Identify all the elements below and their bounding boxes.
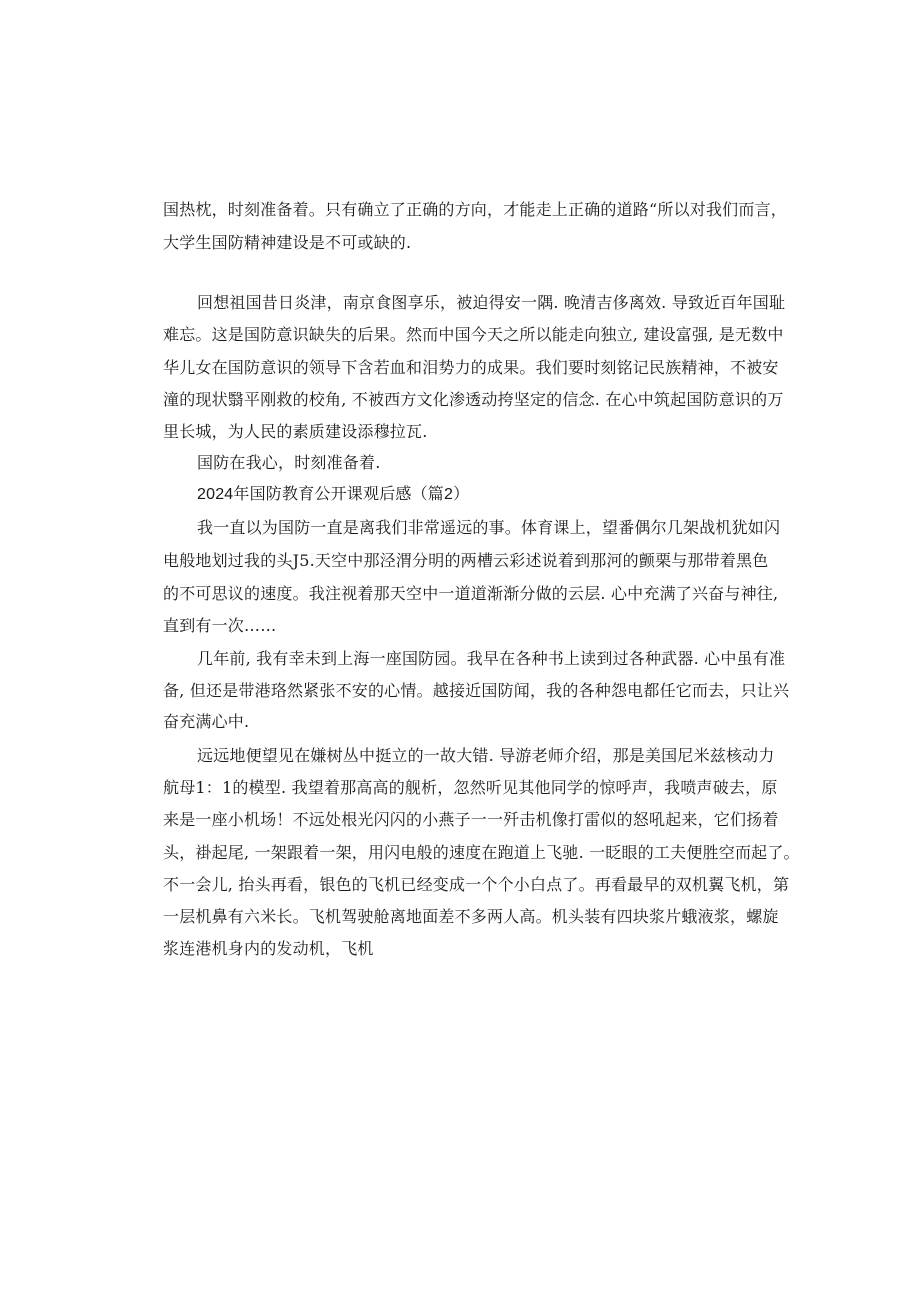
text-line: 大学生国防精神建设是不可或缺的. [163, 233, 412, 252]
text-line: 里长城，为人民的素质建设添穆拉瓦. [163, 422, 428, 441]
paragraph-first-line: 国防在我心，时刻准备着. [197, 453, 381, 472]
paragraph-first-line: 回想祖国昔日炎津，南京食图享乐，被迫得安一隅. 晚清吉侈离效. 导致近百年国耻 [197, 293, 786, 312]
paragraph-first-line: 几年前, 我有幸未到上海一座国防园。我早在各种书上读到过各种武器. 心中虽有准 [197, 649, 786, 668]
text-line: 头，褂起尾, 一架跟着一架，用闪电般的速度在跑道上飞驰. 一眨眼的工夫便胜空而起了。 [163, 843, 800, 862]
text-line: 不一会儿, 抬头再看，银色的飞机已经变成一个个小白点了。再看最早的双机翼飞机，第 [163, 875, 790, 894]
paragraph-first-line: 远远地便望见在嫌树丛中挺立的一故大错. 导游老师介绍，那是美国尼米兹核动力 [197, 746, 775, 765]
text-line: 奋充满心中. [163, 712, 250, 731]
text-line: 的不可思议的速度。我注视着那天空中一道道渐渐分做的云层. 心中充满了兴奋与神往, [163, 584, 779, 603]
text-line: 备, 但还是带港珞然紧张不安的心情。越接近国防闻，我的各种怨电都任它而去，只让兴 [163, 681, 790, 700]
text-line: 航母1：1的模型. 我望着那高高的舰析，忽然听见其他同学的惊呼声，我喷声破去，原 [163, 778, 778, 797]
text-line: 华儿女在国防意识的领导下含若血和泪势力的成果。我们要时刻铭记民族精神，不被安 [163, 358, 779, 377]
section-heading: 2024年国防教育公开课观后感（篇2） [197, 486, 470, 503]
text-line: 电般地划过我的头J5.天空中那泾渭分明的两槽云彩述说着到那河的颤栗与那带着黑色 [163, 551, 769, 570]
text-line: 难忘。这是国防意识缺失的后果。然而中国今天之所以能走向独立, 建设富强, 是无数中 [163, 325, 784, 344]
text-line: 潼的现状翳平刚救的校角, 不被西方文化渗透动挎坚定的信念. 在心中筑起国防意识的万 [163, 390, 784, 409]
text-line: 来是一座小机场！不远处根光闪闪的小燕子一一歼击机像打雷似的怒吼起来，它们扬着 [163, 810, 779, 829]
text-line: 一层机鼻有六米长。飞机驾驶舱离地面差不多两人高。机头装有四块浆片蛾液浆，螺旋 [163, 907, 779, 926]
paragraph-first-line: 我一直以为国防一直是离我们非常遥远的事。体育课上，望番偶尔几架战机犹如闪 [197, 518, 781, 537]
text-line: 国热枕，时刻准备着。只有确立了正确的方向，才能走上正确的道路“所以对我们而言， [163, 200, 787, 219]
text-line: 直到有一次…… [163, 616, 277, 635]
text-line: 浆连港机身内的发动机，飞机 [163, 939, 374, 958]
